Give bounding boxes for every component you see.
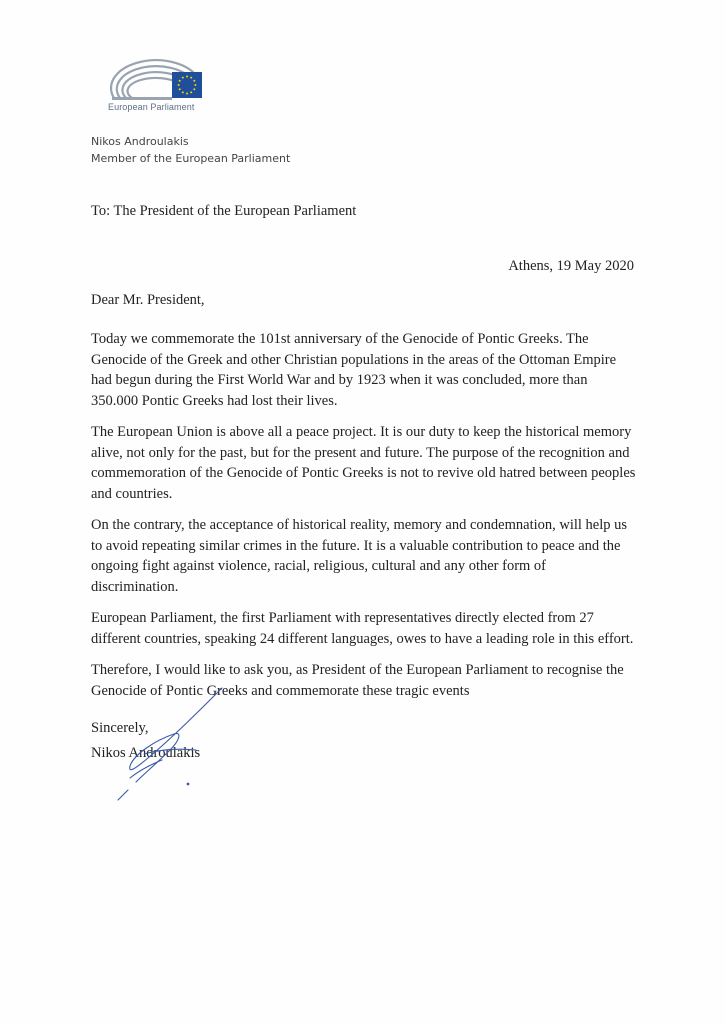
- paragraph: [91, 515, 651, 597]
- letter-body: [91, 329, 651, 712]
- paragraph-line: Genocide of the Greek and other Christian populations in the areas of the Ottoman Empire: [91, 351, 617, 368]
- paragraph-line: different countries, speaking 24 different languages, owes to have a leading role in this effort.: [91, 630, 634, 647]
- paragraph-line: had begun during the First World War and by 1923 when it was concluded, more than: [91, 372, 588, 388]
- paragraph-line: and countries.: [91, 485, 173, 502]
- handwritten-signature-icon: [100, 680, 250, 810]
- paragraph-line: commemoration of the Genocide of Pontic Greeks is not to revive old hatred between peoples: [91, 465, 636, 481]
- salutation: Dear Mr. President,: [91, 292, 205, 308]
- recipient-line: To: The President of the European Parliament: [91, 203, 357, 219]
- paragraph-line: Today we commemorate the 101st anniversary of the Genocide of Pontic Greeks. The: [91, 331, 589, 347]
- paragraph-line: European Parliament, the first Parliament with representatives directly elected from 27: [91, 610, 594, 626]
- paragraph-line: 350.000 Pontic Greeks had lost their lives.: [91, 392, 338, 409]
- paragraph-line: discrimination.: [91, 578, 179, 595]
- paragraph: [91, 608, 651, 649]
- sender-title: Member of the European Parliament: [91, 152, 291, 165]
- paragraph: [91, 422, 651, 504]
- place-date: Athens, 19 May 2020: [508, 258, 634, 274]
- paragraph-line: alive, not only for the past, but for the present and future. The purpose of the recognition and: [91, 444, 630, 461]
- signatory-name: Nikos Androulakis: [91, 745, 201, 761]
- sender-block: [91, 133, 290, 167]
- paragraph-line: Genocide of Pontic Greeks and commemorate these tragic events: [91, 682, 470, 699]
- paragraph-line: Therefore, I would like to ask you, as President of the European Parliament to recognise the: [91, 662, 624, 678]
- paragraph-line: On the contrary, the acceptance of historical reality, memory and condemnation, will help us: [91, 517, 628, 533]
- paragraph: [91, 329, 651, 411]
- valediction: Sincerely,: [91, 720, 149, 736]
- sender-name: Nikos Androulakis: [91, 135, 189, 148]
- paragraph-line: ongoing fight against violence, racial, religious, cultural and any other form of: [91, 558, 547, 574]
- letterhead-logo-text: European Parliament: [108, 102, 195, 112]
- paragraph-line: The European Union is above all a peace project. It is our duty to keep the historical memory: [91, 424, 632, 440]
- paragraph-line: to avoid repeating similar crimes in the future. It is a valuable contribution to peace and the: [91, 537, 621, 554]
